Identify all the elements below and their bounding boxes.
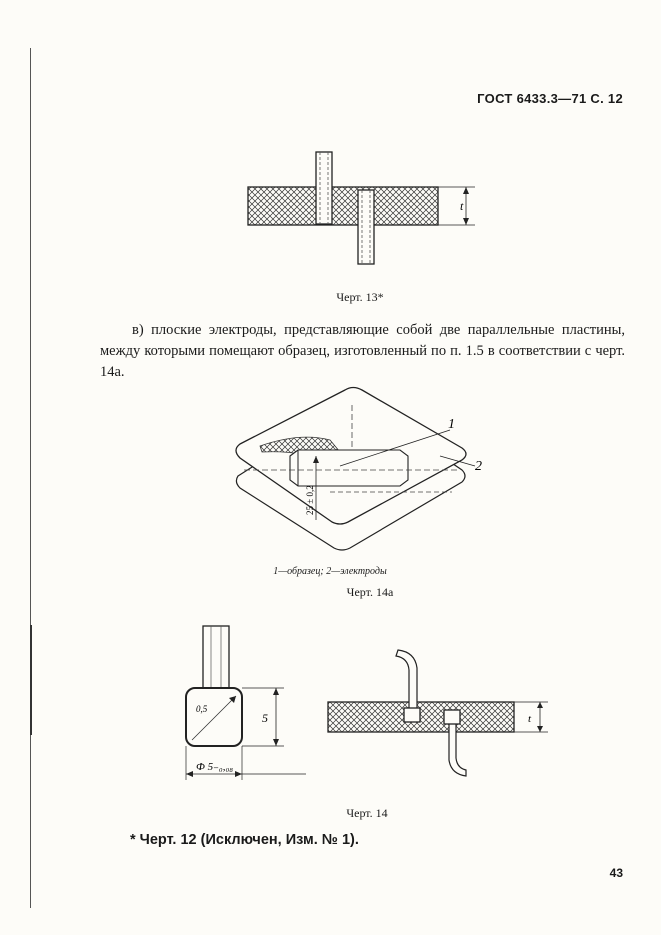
fig14a-dim-label: 25 ± 0,2 [305,485,315,515]
dim-side: 5 [262,711,268,725]
dim-diag: 0,5 [196,704,208,714]
fig14a-caption: Черт. 14а [346,585,394,599]
footnote: * Черт. 12 (Исключен, Изм. № 1). [130,832,359,848]
electrode-stem [203,626,229,688]
dim-t: t [528,713,532,725]
fig14-caption: Черт. 14 [346,806,388,820]
page-header: ГОСТ 6433.3—71 С. 12 [477,91,623,106]
upper-bent-electrode [396,650,417,710]
dim-dia: Ф 5₋₀,₀₈ [196,761,234,773]
fig14a-legend: 1—образец; 2—электроды [273,566,387,577]
fig13-caption: Черт. 13* [336,290,384,304]
callout-2: 2 [475,459,482,474]
fig13-dim-label: t [460,199,464,213]
callout-1: 1 [448,417,455,432]
paragraph-text: в) плоские электроды, представляющие собой две параллельные пластины, между которыми помещают образец, изготовленный по п. 1.5 в соответствии с черт. 14а. [100,322,625,380]
page-number: 43 [609,866,623,880]
specimen-plate-2 [328,702,514,732]
